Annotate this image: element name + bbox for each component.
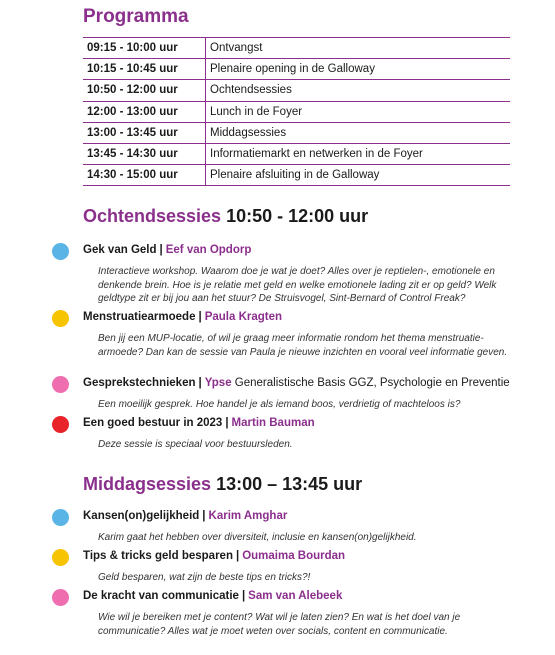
- schedule-time: 09:15 - 10:00 uur: [83, 38, 206, 59]
- session-description: Een moeilijk gesprek. Hoe handel je als iemand boos, verdrietig of machteloos is?: [98, 399, 461, 410]
- session-description: Wie wil je bereiken met je content? Wat wil je laten zien? En wat is het doel van je communicatie? Alles wat je moet weten over socials, content en communicatie.: [98, 612, 461, 637]
- blue-dot-icon: [52, 243, 69, 260]
- morning-time: 10:50 - 12:00 uur: [226, 206, 369, 226]
- schedule-time: 10:15 - 10:45 uur: [83, 59, 206, 80]
- schedule-time: 13:45 - 14:30 uur: [83, 143, 206, 164]
- schedule-item: Ontvangst: [206, 38, 511, 59]
- session-heading: De kracht van communicatie | Sam van Alebeek: [83, 590, 343, 602]
- table-row: [83, 101, 510, 122]
- schedule-table: [83, 37, 510, 186]
- schedule-item: Informatiemarkt en netwerken in de Foyer: [206, 143, 511, 164]
- pink-dot-icon: [52, 589, 69, 606]
- schedule-time: 10:50 - 12:00 uur: [83, 80, 206, 101]
- blue-dot-icon: [52, 509, 69, 526]
- schedule-time: 12:00 - 13:00 uur: [83, 101, 206, 122]
- pink-dot-icon: [52, 376, 69, 393]
- session-speaker: Martin Bauman: [231, 417, 315, 429]
- red-dot-icon: [52, 416, 69, 433]
- afternoon-sessions-heading: [83, 474, 362, 495]
- session-speaker: Karim Amghar: [208, 510, 288, 522]
- session-title: Een goed bestuur in 2023: [83, 417, 223, 429]
- session-heading: Gek van Geld | Eef van Opdorp: [83, 244, 252, 256]
- table-row: [83, 122, 510, 143]
- table-row: [83, 165, 510, 186]
- session-description: Geld besparen, wat zijn de beste tips en tricks?!: [98, 572, 311, 583]
- schedule-time: 13:00 - 13:45 uur: [83, 122, 206, 143]
- session-title: De kracht van communicatie: [83, 590, 239, 602]
- session-description: Deze sessie is speciaal voor bestuursleden.: [98, 439, 293, 450]
- yellow-dot-icon: [52, 310, 69, 327]
- session-title: Gesprekstechnieken: [83, 377, 196, 389]
- morning-sessions-heading: [83, 206, 368, 227]
- session-speaker: Oumaima Bourdan: [242, 550, 346, 562]
- session-description: Karim gaat het hebben over diversiteit, inclusie en kansen(on)gelijkheid.: [98, 532, 417, 543]
- session-heading: Een goed bestuur in 2023 | Martin Bauman: [83, 417, 315, 429]
- morning-title: Ochtendsessies: [83, 206, 222, 226]
- programme-title: Programma: [83, 6, 189, 27]
- schedule-item: Middagsessies: [206, 122, 511, 143]
- session-extra: Generalistische Basis GGZ, Psychologie en Preventie: [234, 377, 510, 389]
- table-row: [83, 38, 510, 59]
- yellow-dot-icon: [52, 549, 69, 566]
- session-description: Ben jij een MUP-locatie, of wil je graag meer informatie rondom het thema menstruatie-armoede? Dan kan de sessie van Paula je nieuwe inzichten en vooral veel informatie geven.: [98, 333, 508, 358]
- schedule-item: Ochtendsessies: [206, 80, 511, 101]
- session-description: Interactieve workshop. Waarom doe je wat je doet? Alles over je reptielen-, emotionele en denkende brein. Hoe is je relatie met geld en welke emotionele lading zit er op geld? Welk geldtype zit er bij jou aan het stuur? De Struisvogel, Sint-Bernard of Control Freak?: [98, 266, 497, 304]
- session-heading: Tips & tricks geld besparen | Oumaima Bourdan: [83, 550, 346, 562]
- afternoon-time: 13:00 – 13:45 uur: [216, 474, 363, 494]
- session-title: Menstruatiearmoede: [83, 311, 196, 323]
- session-title: Tips & tricks geld besparen: [83, 550, 233, 562]
- session-title: Gek van Geld: [83, 244, 157, 256]
- schedule-time: 14:30 - 15:00 uur: [83, 165, 206, 186]
- schedule-item: Plenaire afsluiting in de Galloway: [206, 165, 511, 186]
- session-speaker: Sam van Alebeek: [248, 590, 343, 602]
- session-speaker: Paula Kragten: [204, 311, 283, 323]
- table-row: [83, 143, 510, 164]
- session-title: Kansen(on)gelijkheid: [83, 510, 200, 522]
- session-heading: Gesprekstechnieken | Ypse Generalistische Basis GGZ, Psychologie en Preventie: [83, 377, 510, 389]
- schedule-item: Lunch in de Foyer: [206, 101, 511, 122]
- table-row: [83, 59, 510, 80]
- afternoon-title: Middagsessies: [83, 474, 212, 494]
- table-row: [83, 80, 510, 101]
- schedule-item: Plenaire opening in de Galloway: [206, 59, 511, 80]
- session-speaker: Ypse: [204, 377, 232, 389]
- session-heading: Kansen(on)gelijkheid | Karim Amghar: [83, 510, 288, 522]
- session-speaker: Eef van Opdorp: [165, 244, 252, 256]
- session-heading: Menstruatiearmoede | Paula Kragten: [83, 311, 283, 323]
